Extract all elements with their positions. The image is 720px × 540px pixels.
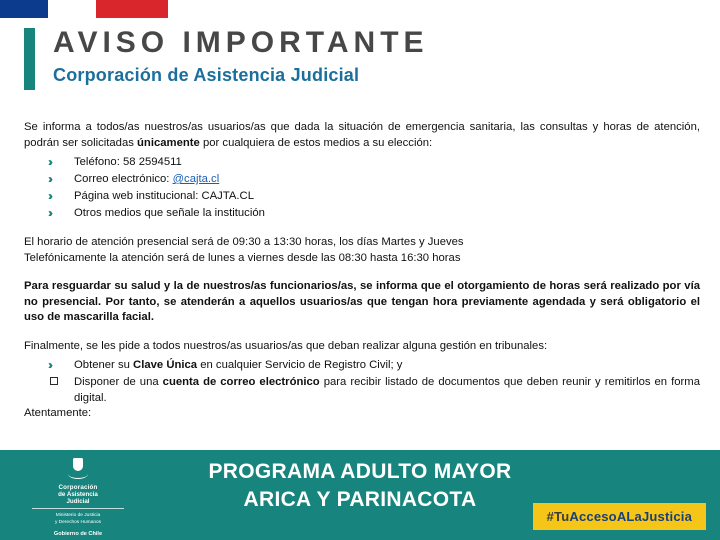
- spacer: [24, 222, 700, 235]
- health-notice-text: Para resguardar su salud y la de nuestros/as funcionarios/as, se informa que el otorgamiento de horas será realizado por vía no presencial. Por tanto, se atenderán a aquellos usuarios/as que tengan hora previamente agendada y será obligatorio el uso de mascarilla facial.: [24, 280, 700, 323]
- requirement-email-account: [24, 375, 700, 406]
- document-header: [24, 26, 696, 100]
- caj-institutional-logo: [22, 458, 134, 537]
- footer-title-line-2: ARICA Y PARINACOTA: [243, 488, 477, 511]
- requirement-1-pre: Obtener su: [74, 359, 134, 371]
- square-bullet-icon: [50, 377, 58, 385]
- spacer: [24, 266, 700, 279]
- requirement-1-bold: Clave Única: [133, 359, 198, 371]
- channel-phone-label: Teléfono: 58 2594511: [74, 156, 182, 168]
- footer-program-title: [150, 458, 570, 514]
- intro-text-part1: Se informa a todos/as nuestros/as usuarios/as que dada la situación de emergencia sanitaria, las consultas y horas de atención, podrán ser solicitadas: [24, 121, 700, 149]
- hashtag-prefix: #Tu: [546, 509, 570, 524]
- health-notice-paragraph: [24, 279, 700, 326]
- header-accent-bar: [24, 28, 35, 90]
- header-text-group: [53, 26, 429, 86]
- chevron-double-right-icon: ››: [48, 358, 50, 372]
- requirement-2-bold: cuenta de correo electrónico: [162, 376, 320, 388]
- channel-other-label: Otros medios que señale la institución: [74, 207, 265, 219]
- schedule-line-1: El horario de atención presencial será de 09:30 a 13:30 horas, los días Martes y Jueves: [24, 236, 464, 248]
- chile-coat-of-arms-icon: [68, 458, 88, 482]
- chevron-double-right-icon: ››: [48, 155, 50, 169]
- page-title: AVISO IMPORTANTE: [53, 26, 429, 59]
- intro-paragraph: [24, 120, 700, 151]
- list-item: [24, 171, 700, 187]
- requirement-2-post: para recibir listado de documentos que deben reunir y remitirlos en forma digital.: [74, 376, 700, 404]
- channel-website-label: Página web institucional: CAJTA.CL: [74, 190, 254, 202]
- hashtag-text: AccesoALaJusticia: [569, 509, 692, 524]
- requirement-1-post: en cualquier Servicio de Registro Civil; y: [197, 359, 403, 371]
- chevron-double-right-icon: ››: [48, 172, 50, 186]
- chevron-double-right-icon: ››: [48, 189, 50, 203]
- closing-line: Atentamente:: [24, 407, 92, 419]
- channel-email-label: Correo electrónico:: [74, 173, 173, 185]
- document-footer: [0, 450, 720, 540]
- chevron-double-right-icon: ››: [48, 206, 50, 220]
- page-subtitle: Corporación de Asistencia Judicial: [53, 65, 360, 85]
- final-intro-paragraph: Finalmente, se les pide a todos nuestros/as usuarios/as que deban realizar alguna gestión en tribunales:: [24, 339, 548, 352]
- flag-background: [168, 0, 720, 18]
- channel-email-row: [48, 171, 219, 187]
- requirement-clave-unica: [48, 357, 402, 373]
- campaign-hashtag-badge: [533, 503, 706, 530]
- intro-text-part2: por cualquiera de estos medios a su elección:: [199, 136, 433, 149]
- intro-text-bold: únicamente: [137, 136, 200, 149]
- chile-flag-stripe: [0, 0, 720, 18]
- flag-blue-block: [0, 0, 48, 18]
- logo-line-3: Judicial: [66, 498, 90, 505]
- requirements-list: [24, 357, 700, 373]
- flag-white-block: [48, 0, 96, 18]
- logo-line-1: Corporación: [58, 484, 98, 491]
- flag-red-block: [96, 0, 168, 18]
- logo-line-2: de Asistencia: [58, 491, 98, 498]
- list-item: [24, 205, 700, 221]
- logo-line-6: Gobierno de Chile: [53, 531, 103, 537]
- spacer: [24, 326, 700, 339]
- list-item: [24, 154, 700, 170]
- logo-divider: [32, 508, 124, 509]
- email-link[interactable]: @cajta.cl: [172, 173, 220, 185]
- logo-line-4: Ministerio de Justicia: [55, 513, 101, 518]
- list-item: [24, 357, 700, 373]
- logo-line-5: y Derechos Humanos: [54, 520, 102, 525]
- footer-title-line-1: PROGRAMA ADULTO MAYOR: [208, 460, 512, 483]
- contact-channels-list: [24, 154, 700, 221]
- document-body: [24, 120, 700, 422]
- requirement-2-pre: Disponer de una: [74, 376, 163, 388]
- list-item: [24, 188, 700, 204]
- schedule-line-2: Telefónicamente la atención será de lunes a viernes desde las 08:30 hasta 16:30 horas: [24, 251, 461, 264]
